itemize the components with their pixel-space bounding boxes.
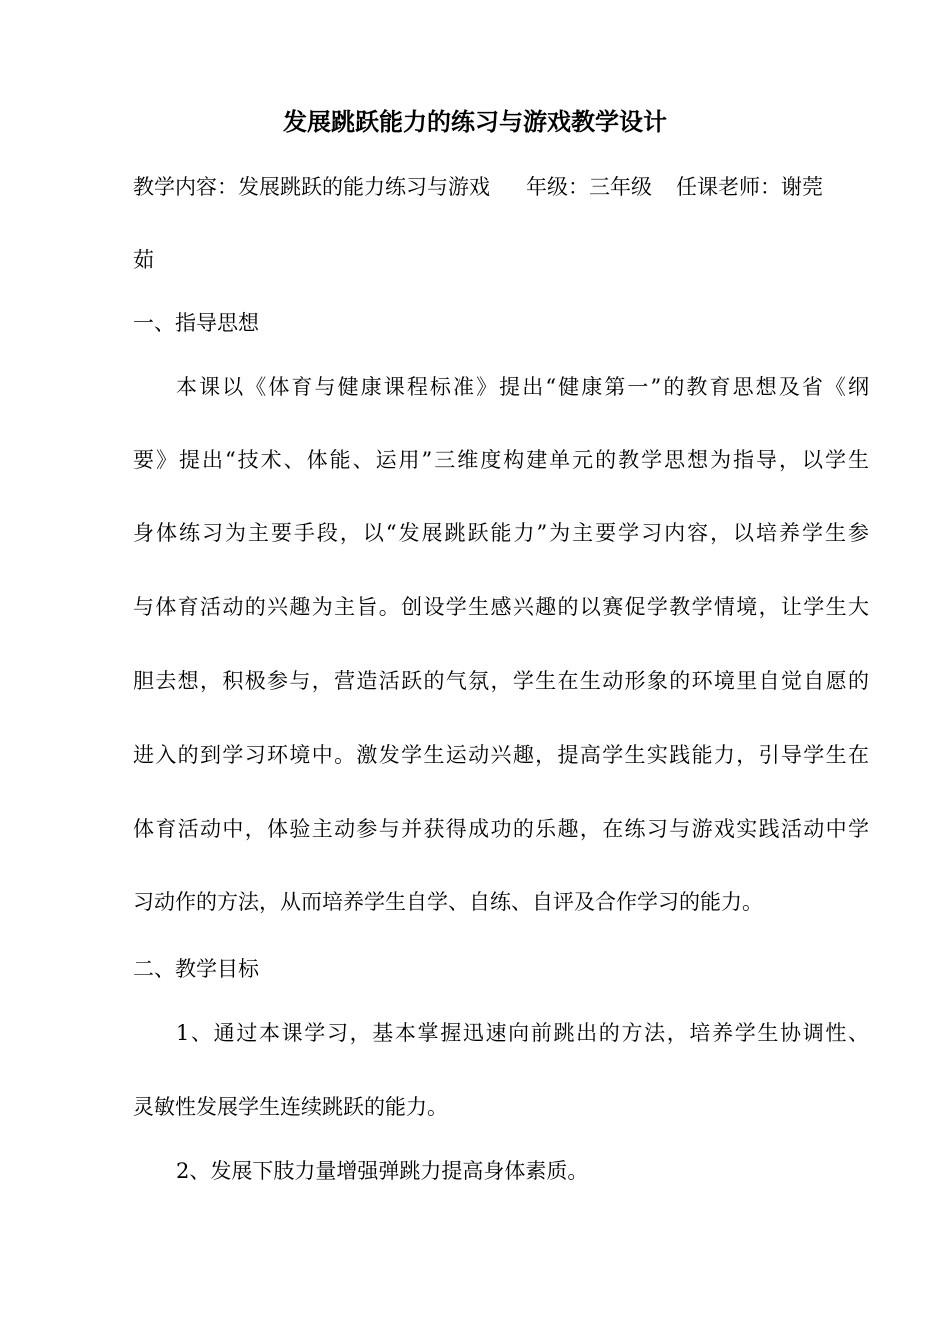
document-title: 发展跳跃能力的练习与游戏教学设计 <box>283 108 667 136</box>
grade: 年级：三年级 <box>526 175 652 199</box>
meta-line-wrap: 茹 <box>133 248 154 272</box>
paragraph-line: 本课以《体育与健康课程标准》提出“健康第一”的教育思想及省《纲 <box>176 375 869 399</box>
paragraph-line: 身体练习为主要手段，以“发展跳跃能力”为主要学习内容，以培养学生参 <box>133 521 869 545</box>
goal-item-1: 1、通过本课学习，基本掌握迅速向前跳出的方法，培养学生协调性、 <box>176 1021 869 1045</box>
paragraph-line: 要》提出“技术、体能、运用”三维度构建单元的教学思想为指导，以学生 <box>133 448 869 472</box>
goal-item-2: 2、发展下肢力量增强弹跳力提高身体素质。 <box>176 1159 589 1183</box>
teacher: 任课老师：谢莞 <box>676 175 823 199</box>
paragraph-line: 体育活动中，体验主动参与并获得成功的乐趣，在练习与游戏实践活动中学 <box>133 817 869 841</box>
goal-item-1-wrap: 灵敏性发展学生连续跳跃的能力。 <box>133 1095 448 1119</box>
paragraph-line: 进入的到学习环境中。激发学生运动兴趣，提高学生实践能力，引导学生在 <box>133 743 869 767</box>
paragraph-line: 与体育活动的兴趣为主旨。创设学生感兴趣的以赛促学教学情境，让学生大 <box>133 595 869 619</box>
section-heading-teaching-goals: 二、教学目标 <box>133 957 259 981</box>
section-heading-guiding-ideology: 一、指导思想 <box>133 311 259 335</box>
meta-line <box>133 172 869 202</box>
teaching-content: 教学内容：发展跳跃的能力练习与游戏 <box>133 175 490 199</box>
paragraph-line: 胆去想，积极参与，营造活跃的气氛，学生在生动形象的环境里自觉自愿的 <box>133 669 869 693</box>
paragraph-line: 习动作的方法，从而培养学生自学、自练、自评及合作学习的能力。 <box>133 890 763 914</box>
